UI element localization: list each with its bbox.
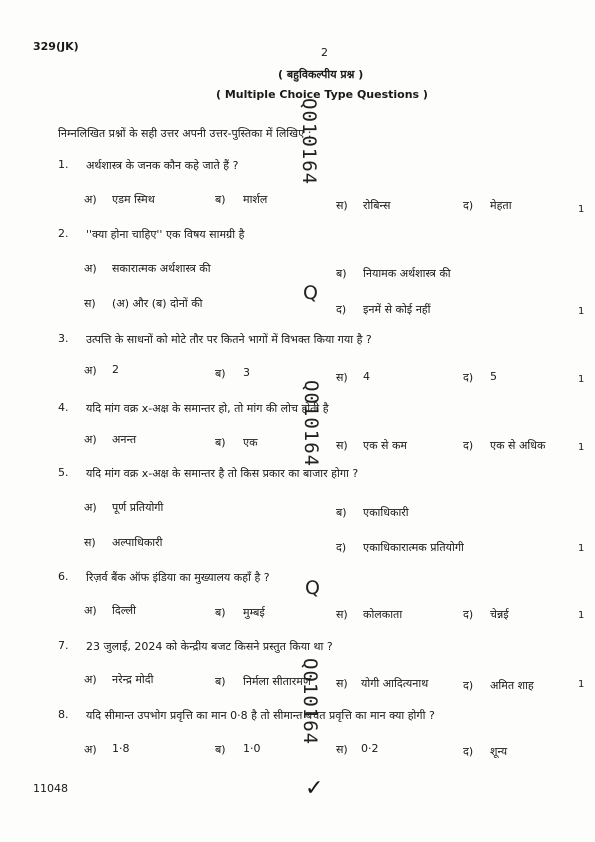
question-mark: 1 (578, 442, 585, 453)
option-text: निर्मला सीतारमण (243, 675, 311, 688)
question-text: उत्पत्ति के साधनों को मोटे तौर पर कितने भागों में विभक्त किया गया है ? (86, 333, 372, 346)
question-number: 7. (58, 639, 69, 652)
option-label: द) (463, 679, 474, 692)
option-label: द) (463, 608, 474, 621)
option-text: चेन्नई (490, 608, 509, 621)
watermark-q: Q (305, 577, 320, 599)
instruction: निम्नलिखित प्रश्नों के सही उत्तर अपनी उत्तर-पुस्तिका में लिखिए : (58, 127, 312, 140)
page-number: 2 (321, 46, 328, 59)
option-label: द) (463, 371, 474, 384)
option-text: अनन्त (112, 433, 137, 446)
option-label: अ) (84, 364, 97, 377)
option-label: ब) (215, 606, 226, 619)
question-mark: 1 (578, 204, 585, 215)
option-text: इनमें से कोई नहीं (363, 303, 431, 316)
question-text: 23 जुलाई, 2024 को केन्द्रीय बजट किसने प्रस्तुत किया था ? (86, 640, 333, 653)
question-text: रिज़र्व बैंक ऑफ इंडिया का मुख्यालय कहाँ है ? (86, 571, 270, 584)
option-label: स) (84, 536, 96, 549)
option-text: (अ) और (ब) दोनों की (112, 297, 203, 310)
option-text: एडम स्मिथ (112, 193, 155, 206)
option-label: ब) (215, 193, 226, 206)
option-text: शून्य (490, 745, 508, 758)
question-number: 3. (58, 332, 69, 345)
option-text: अल्पाधिकारी (112, 536, 163, 549)
option-label: अ) (84, 193, 97, 206)
option-label: अ) (84, 743, 97, 756)
option-label: द) (463, 745, 474, 758)
option-label: स) (336, 608, 348, 621)
question-mark: 1 (578, 543, 585, 554)
option-label: द) (463, 199, 474, 212)
check-mark-icon: ✓ (305, 776, 324, 801)
option-label: स) (336, 199, 348, 212)
option-label: ब) (336, 506, 347, 519)
option-label: स) (84, 297, 96, 310)
question-text: यदि मांग वक्र x-अक्ष के समान्तर हो, तो मांग की लोच होती है (86, 402, 329, 415)
watermark-code: Q010164 (299, 658, 321, 746)
option-label: ब) (215, 743, 226, 756)
option-label: अ) (84, 604, 97, 617)
question-mark: 1 (578, 306, 585, 317)
section-title-english: ( Multiple Choice Type Questions ) (216, 88, 428, 101)
section-title-hindi: ( बहुविकल्पीय प्रश्न ) (278, 68, 364, 81)
option-label: स) (336, 439, 348, 452)
option-text: एकाधिकारात्मक प्रतियोगी (363, 541, 464, 554)
option-label: ब) (215, 436, 226, 449)
option-text: कोलकाता (363, 608, 403, 621)
option-text: सकारात्मक अर्थशास्त्र की (112, 262, 211, 275)
watermark-q: Q (303, 282, 318, 304)
question-number: 6. (58, 570, 69, 583)
option-text: 0·2 (361, 742, 379, 755)
option-text: एक (243, 436, 258, 449)
option-label: ब) (336, 267, 347, 280)
question-number: 8. (58, 708, 69, 721)
paper-code: 329(JK) (33, 40, 79, 53)
option-label: ब) (215, 367, 226, 380)
option-label: स) (336, 743, 348, 756)
option-label: द) (463, 439, 474, 452)
option-label: द) (336, 541, 347, 554)
option-label: अ) (84, 501, 97, 514)
option-label: अ) (84, 673, 97, 686)
option-text: नियामक अर्थशास्त्र की (363, 267, 451, 280)
option-text: 3 (243, 366, 250, 379)
option-text: योगी आदित्यनाथ (361, 677, 429, 690)
watermark-code: Q010164 (298, 98, 320, 186)
option-text: 1·0 (243, 742, 261, 755)
option-label: स) (336, 677, 348, 690)
question-number: 4. (58, 401, 69, 414)
option-text: रोबिन्स (363, 199, 391, 212)
question-number: 2. (58, 227, 69, 240)
option-text: नरेन्द्र मोदी (112, 673, 154, 686)
option-label: द) (336, 303, 347, 316)
option-text: दिल्ली (112, 604, 136, 617)
option-text: पूर्ण प्रतियोगी (112, 501, 164, 514)
option-text: 5 (490, 370, 497, 383)
watermark-code: Q010164 (300, 380, 322, 468)
question-mark: 1 (578, 679, 585, 690)
option-text: मार्शल (243, 193, 268, 206)
option-label: ब) (215, 675, 226, 688)
option-text: 4 (363, 370, 370, 383)
question-text: यदि सीमान्त उपभोग प्रवृत्ति का मान 0·8 है तो सीमान्त बचत प्रवृत्ति का मान क्या होगी ? (86, 709, 435, 722)
question-mark: 1 (578, 610, 585, 621)
option-text: एक से अधिक (490, 439, 546, 452)
option-text: मेहता (490, 199, 512, 212)
question-text: ''क्या होना चाहिए'' एक विषय सामग्री है (86, 228, 245, 241)
option-text: अमित शाह (490, 679, 534, 692)
option-label: अ) (84, 262, 97, 275)
question-text: यदि मांग वक्र x-अक्ष के समान्तर है तो किस प्रकार का बाजार होगा ? (86, 467, 359, 480)
option-text: मुम्बई (243, 606, 265, 619)
question-mark: 1 (578, 374, 585, 385)
option-text: एकाधिकारी (363, 506, 409, 519)
option-text: 1·8 (112, 742, 130, 755)
option-label: स) (336, 371, 348, 384)
footer-code: 11048 (33, 782, 68, 795)
option-text: 2 (112, 363, 119, 376)
question-text: अर्थशास्त्र के जनक कौन कहे जाते हैं ? (86, 159, 239, 172)
option-label: अ) (84, 433, 97, 446)
option-text: एक से कम (363, 439, 407, 452)
question-number: 1. (58, 158, 69, 171)
question-number: 5. (58, 466, 69, 479)
